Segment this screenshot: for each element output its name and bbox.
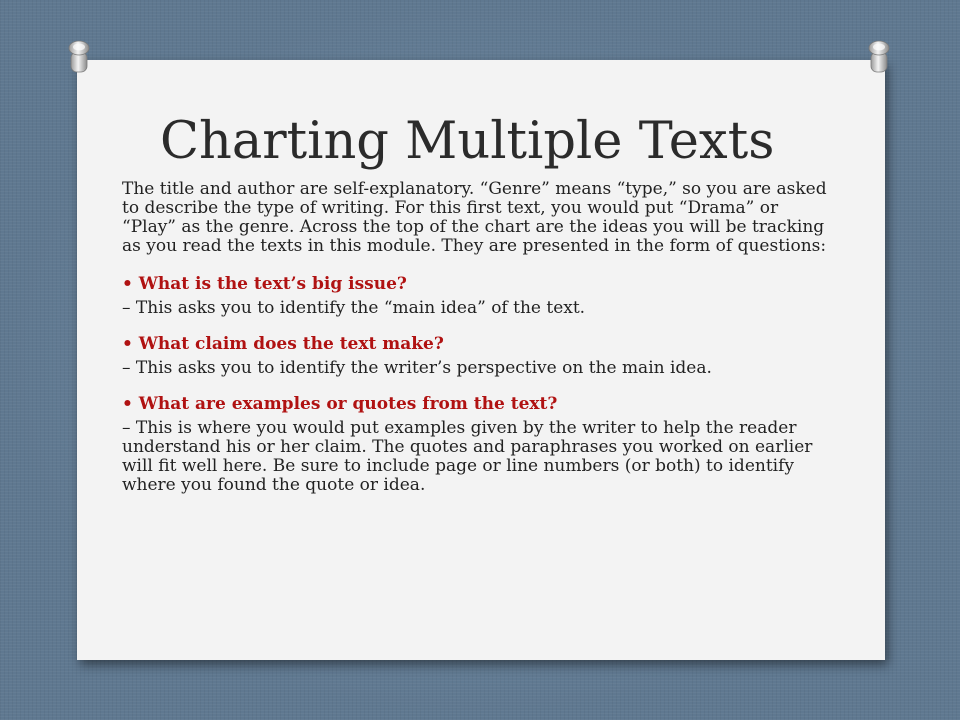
question-explanation: – This is where you would put examples given by the writer to help the reader understand his or her claim. The quotes and paraphrases you worked on earlier will fit well here. Be sure to include page or line numbers (or both) to identify where you found the quote or idea.: [122, 418, 813, 495]
question-block: [122, 395, 832, 495]
question-block: [122, 335, 832, 378]
question-heading: • What claim does the text make?: [122, 334, 444, 354]
question-explanation: – This asks you to identify the “main idea” of the text.: [122, 298, 586, 318]
pin-icon: [68, 40, 90, 74]
intro-paragraph: The title and author are self-explanatory. “Genre” means “type,” so you are asked to describe the type of writing. For this first text, you would put “Drama” or “Play” as the genre. Across the top of the chart are the ideas you will be tracking as you read the texts in this module. They are presented in the form of questions:: [122, 179, 827, 256]
slide-body: [122, 180, 832, 495]
question-explanation: – This asks you to identify the writer’s perspective on the main idea.: [122, 358, 712, 378]
slide-title: Charting Multiple Texts: [160, 112, 775, 171]
question-heading: • What is the text’s big issue?: [122, 274, 407, 294]
pin-icon: [868, 40, 890, 74]
question-heading: • What are examples or quotes from the text?: [122, 394, 558, 414]
question-block: [122, 275, 832, 318]
